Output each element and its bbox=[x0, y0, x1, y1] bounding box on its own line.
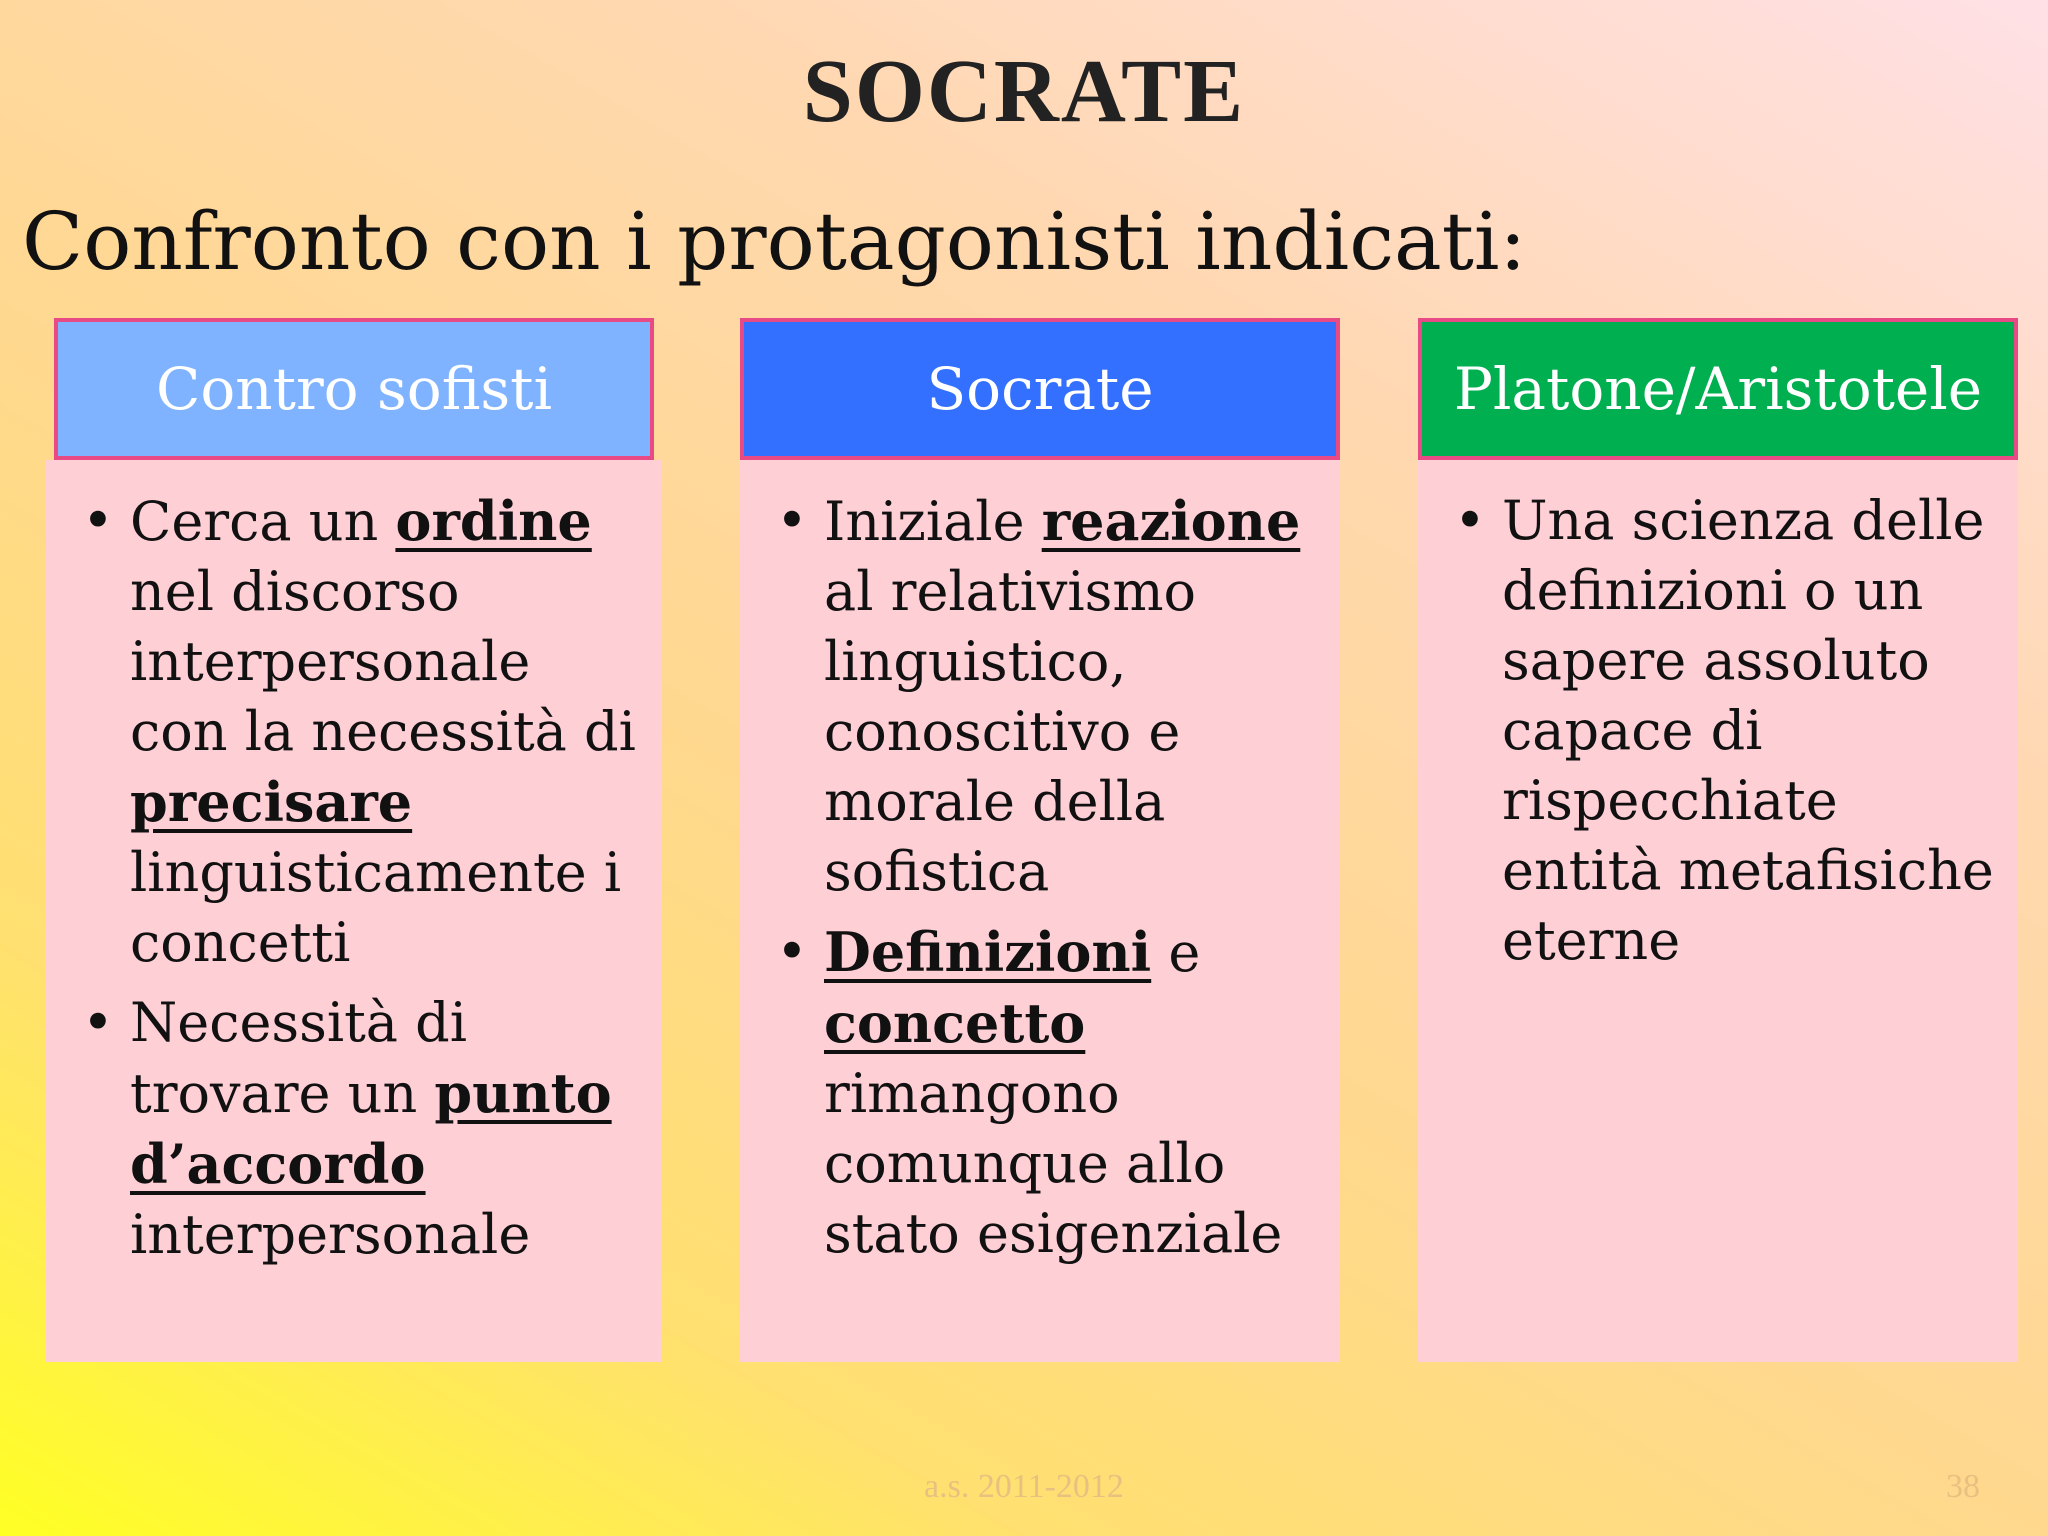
bullet-list bbox=[774, 486, 1320, 1269]
slide-title: SOCRATE bbox=[802, 42, 1246, 141]
bullet-text: Iniziale bbox=[824, 490, 1042, 553]
column-header-socrate: Socrate bbox=[740, 318, 1340, 460]
bullet-emphasis: Definizioni bbox=[824, 920, 1152, 984]
list-item bbox=[1452, 486, 1998, 976]
footer-date: a.s. 2011-2012 bbox=[924, 1468, 1124, 1505]
bullet-emphasis: precisare bbox=[130, 770, 413, 834]
list-item bbox=[774, 486, 1320, 907]
bullet-text: interpersonale bbox=[130, 1203, 531, 1266]
column-body-socrate bbox=[740, 460, 1340, 1362]
bullet-text: e bbox=[1151, 921, 1201, 984]
bullet-list bbox=[80, 486, 642, 1270]
slide-subtitle: Confronto con i protagonisti indicati: bbox=[22, 195, 1527, 288]
bullet-emphasis: concetto bbox=[824, 991, 1086, 1055]
bullet-list bbox=[1452, 486, 1998, 976]
list-item bbox=[80, 988, 642, 1270]
list-item bbox=[774, 917, 1320, 1269]
list-item bbox=[80, 486, 642, 978]
bullet-text: Necessità di trovare un bbox=[130, 991, 467, 1125]
bullet-text: linguisticamente i concetti bbox=[130, 841, 622, 974]
page-number: 38 bbox=[1946, 1468, 1980, 1505]
bullet-text: Una scienza delle definizioni o un sapere assoluto capace di rispecchiate entità metafisiche eterne bbox=[1502, 489, 1994, 972]
column-header-contro-sofisti: Contro sofisti bbox=[54, 318, 654, 460]
bullet-text: rimangono comunque allo stato esigenziale bbox=[824, 1062, 1283, 1265]
bullet-emphasis: punto d’accordo bbox=[130, 1061, 612, 1196]
bullet-emphasis: reazione bbox=[1041, 489, 1301, 553]
bullet-text: al relativismo linguistico, conoscitivo e morale della sofistica bbox=[824, 560, 1197, 903]
column-body-contro-sofisti bbox=[46, 460, 662, 1362]
bullet-text: Cerca un bbox=[130, 490, 396, 553]
column-header-platone-aristotele: Platone/Aristotele bbox=[1418, 318, 2018, 460]
column-body-platone-aristotele bbox=[1418, 460, 2018, 1362]
bullet-text: nel discorso interpersonale con la necessità di bbox=[130, 560, 636, 763]
bullet-emphasis: ordine bbox=[395, 489, 592, 553]
